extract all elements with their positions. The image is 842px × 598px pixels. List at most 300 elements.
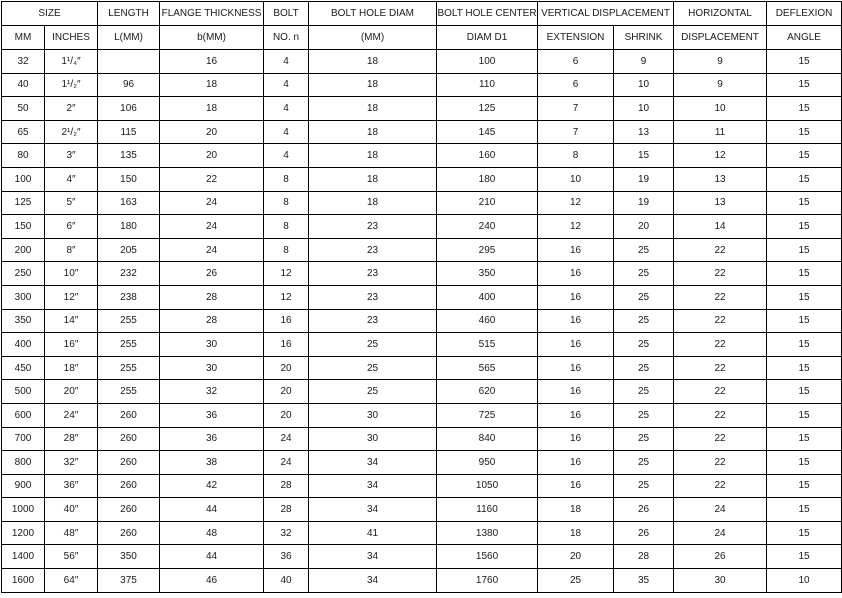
size-mm-cell: 150 — [2, 215, 45, 239]
horizontal-displacement-cell: 22 — [674, 427, 767, 451]
bolt-center-diam-header: DIAM D1 — [437, 26, 538, 50]
shrink-cell: 25 — [614, 309, 674, 333]
table-row — [2, 569, 842, 593]
bolt-hole-center-cell: 1760 — [437, 569, 538, 593]
deflexion-angle-cell: 15 — [767, 427, 842, 451]
flange-thickness-cell: 42 — [160, 474, 264, 498]
length-cell: 260 — [98, 427, 160, 451]
flange-thickness-cell: 24 — [160, 238, 264, 262]
bolt-count-cell: 36 — [264, 545, 309, 569]
size-mm-cell: 125 — [2, 191, 45, 215]
size-inches-cell: 64″ — [45, 569, 98, 593]
size-mm-cell: 1400 — [2, 545, 45, 569]
table-header — [2, 2, 842, 50]
extension-cell: 16 — [538, 262, 614, 286]
size-mm-cell: 900 — [2, 474, 45, 498]
bolt-count-cell: 4 — [264, 97, 309, 121]
size-mm-cell: 350 — [2, 309, 45, 333]
size-mm-cell: 1600 — [2, 569, 45, 593]
length-cell: 255 — [98, 380, 160, 404]
bolt-count-cell: 24 — [264, 427, 309, 451]
length-cell: 350 — [98, 545, 160, 569]
shrink-cell: 25 — [614, 403, 674, 427]
deflexion-angle-cell: 15 — [767, 521, 842, 545]
length-cell: 260 — [98, 521, 160, 545]
bolt-hole-center-cell: 160 — [437, 144, 538, 168]
extension-cell: 7 — [538, 97, 614, 121]
extension-cell: 16 — [538, 356, 614, 380]
size-inches-cell: 24″ — [45, 403, 98, 427]
size-inches-cell: 4″ — [45, 167, 98, 191]
bolt-count-cell: 24 — [264, 451, 309, 475]
deflexion-angle-cell: 15 — [767, 262, 842, 286]
shrink-cell: 25 — [614, 238, 674, 262]
size-inches-cell: 3″ — [45, 144, 98, 168]
size-header: SIZE — [2, 2, 98, 26]
deflexion-angle-header: ANGLE — [767, 26, 842, 50]
bolt-hole-diam-cell: 18 — [309, 50, 437, 74]
bolt-hole-center-cell: 350 — [437, 262, 538, 286]
shrink-cell: 9 — [614, 50, 674, 74]
bolt-hole-diam-cell: 18 — [309, 120, 437, 144]
length-cell: 150 — [98, 167, 160, 191]
flange-thickness-cell: 16 — [160, 50, 264, 74]
extension-cell: 16 — [538, 309, 614, 333]
size-inches-cell: 56″ — [45, 545, 98, 569]
size-inches-cell: 1¹/₂″ — [45, 73, 98, 97]
bolt-hole-center-cell: 400 — [437, 285, 538, 309]
horizontal-displacement-cell: 12 — [674, 144, 767, 168]
vertical-displacement-header: VERTICAL DISPLACEMENT — [538, 2, 674, 26]
horizontal-displacement-cell: 22 — [674, 403, 767, 427]
shrink-cell: 25 — [614, 427, 674, 451]
table-row — [2, 73, 842, 97]
table-row — [2, 545, 842, 569]
table-row — [2, 120, 842, 144]
shrink-cell: 25 — [614, 451, 674, 475]
extension-cell: 12 — [538, 191, 614, 215]
bolt-hole-diam-cell: 18 — [309, 144, 437, 168]
bolt-hole-center-cell: 515 — [437, 333, 538, 357]
shrink-cell: 13 — [614, 120, 674, 144]
horizontal-displacement-cell: 9 — [674, 50, 767, 74]
bolt-count-cell: 20 — [264, 403, 309, 427]
size-mm-cell: 1200 — [2, 521, 45, 545]
mm-header: MM — [2, 26, 45, 50]
size-inches-cell: 6″ — [45, 215, 98, 239]
horizontal-displacement-cell: 9 — [674, 73, 767, 97]
bolt-count-cell: 4 — [264, 50, 309, 74]
bolt-hole-diam-cell: 34 — [309, 451, 437, 475]
flange-thickness-cell: 24 — [160, 215, 264, 239]
bolt-hole-diam-cell: 34 — [309, 498, 437, 522]
bolt-count-cell: 4 — [264, 144, 309, 168]
bolt-header: BOLT — [264, 2, 309, 26]
extension-cell: 16 — [538, 451, 614, 475]
header-row-top — [2, 2, 842, 26]
length-cell: 255 — [98, 309, 160, 333]
size-mm-cell: 400 — [2, 333, 45, 357]
table-row — [2, 215, 842, 239]
shrink-cell: 26 — [614, 521, 674, 545]
horizontal-displacement-cell: 22 — [674, 356, 767, 380]
shrink-cell: 20 — [614, 215, 674, 239]
extension-cell: 25 — [538, 569, 614, 593]
shrink-cell: 28 — [614, 545, 674, 569]
size-mm-cell: 500 — [2, 380, 45, 404]
horizontal-displacement-cell: 26 — [674, 545, 767, 569]
bolt-hole-diam-cell: 30 — [309, 403, 437, 427]
length-cell: 96 — [98, 73, 160, 97]
flange-thickness-cell: 28 — [160, 285, 264, 309]
table-row — [2, 144, 842, 168]
horizontal-displacement-cell: 13 — [674, 191, 767, 215]
flange-thickness-cell: 36 — [160, 427, 264, 451]
bolt-hole-diam-cell: 30 — [309, 427, 437, 451]
extension-cell: 10 — [538, 167, 614, 191]
deflexion-angle-cell: 15 — [767, 380, 842, 404]
horizontal-displacement-cell: 22 — [674, 474, 767, 498]
size-mm-cell: 32 — [2, 50, 45, 74]
horizontal-displacement-cell: 24 — [674, 521, 767, 545]
bolt-count-cell: 28 — [264, 498, 309, 522]
horizontal-displacement-cell: 22 — [674, 451, 767, 475]
length-cell: 255 — [98, 333, 160, 357]
table-row — [2, 333, 842, 357]
bolt-count-cell: 8 — [264, 191, 309, 215]
flange-thickness-cell: 32 — [160, 380, 264, 404]
bolt-hole-center-cell: 145 — [437, 120, 538, 144]
size-inches-cell: 40″ — [45, 498, 98, 522]
shrink-cell: 25 — [614, 474, 674, 498]
size-inches-cell: 2¹/₂″ — [45, 120, 98, 144]
size-mm-cell: 300 — [2, 285, 45, 309]
size-mm-cell: 80 — [2, 144, 45, 168]
bolt-hole-center-cell: 295 — [437, 238, 538, 262]
bolt-count-cell: 16 — [264, 309, 309, 333]
bolt-hole-center-cell: 620 — [437, 380, 538, 404]
horizontal-displacement-cell: 22 — [674, 285, 767, 309]
size-mm-cell: 1000 — [2, 498, 45, 522]
deflexion-angle-cell: 15 — [767, 451, 842, 475]
flange-thickness-cell: 48 — [160, 521, 264, 545]
deflexion-angle-cell: 15 — [767, 356, 842, 380]
length-cell: 163 — [98, 191, 160, 215]
bolt-hole-center-cell: 180 — [437, 167, 538, 191]
horizontal-displacement-cell: 22 — [674, 238, 767, 262]
bolt-count-cell: 12 — [264, 262, 309, 286]
flange-thickness-cell: 30 — [160, 333, 264, 357]
bolt-hole-diam-cell: 23 — [309, 215, 437, 239]
flange-thickness-cell: 24 — [160, 191, 264, 215]
extension-header: EXTENSION — [538, 26, 614, 50]
horizontal-displacement-cell: 13 — [674, 167, 767, 191]
length-cell: 260 — [98, 403, 160, 427]
flange-thickness-cell: 22 — [160, 167, 264, 191]
bolt-hole-center-cell: 950 — [437, 451, 538, 475]
table-body — [2, 50, 842, 593]
flange-thickness-cell: 46 — [160, 569, 264, 593]
horizontal-displacement-cell: 30 — [674, 569, 767, 593]
table-row — [2, 380, 842, 404]
length-cell — [98, 50, 160, 74]
deflexion-angle-cell: 15 — [767, 498, 842, 522]
bolt-hole-diam-cell: 23 — [309, 262, 437, 286]
bolt-hole-diam-cell: 34 — [309, 569, 437, 593]
bolt-hole-center-cell: 460 — [437, 309, 538, 333]
bolt-count-cell: 16 — [264, 333, 309, 357]
extension-cell: 16 — [538, 403, 614, 427]
size-mm-cell: 50 — [2, 97, 45, 121]
size-inches-cell: 48″ — [45, 521, 98, 545]
table-row — [2, 238, 842, 262]
flange-thickness-cell: 18 — [160, 97, 264, 121]
length-cell: 106 — [98, 97, 160, 121]
shrink-cell: 10 — [614, 73, 674, 97]
shrink-cell: 25 — [614, 285, 674, 309]
shrink-cell: 25 — [614, 262, 674, 286]
deflexion-angle-cell: 15 — [767, 144, 842, 168]
flange-thickness-cell: 20 — [160, 144, 264, 168]
shrink-cell: 10 — [614, 97, 674, 121]
length-cell: 180 — [98, 215, 160, 239]
bolt-hole-diam-cell: 25 — [309, 356, 437, 380]
length-header: LENGTH — [98, 2, 160, 26]
shrink-cell: 25 — [614, 380, 674, 404]
bolt-hole-diam-cell: 18 — [309, 167, 437, 191]
horizontal-displacement-cell: 24 — [674, 498, 767, 522]
length-cell: 115 — [98, 120, 160, 144]
extension-cell: 16 — [538, 474, 614, 498]
flange-thickness-cell: 20 — [160, 120, 264, 144]
bolt-hole-center-header: BOLT HOLE CENTER — [437, 2, 538, 26]
bolt-count-cell: 8 — [264, 238, 309, 262]
flange-thickness-cell: 28 — [160, 309, 264, 333]
shrink-cell: 25 — [614, 356, 674, 380]
flange-thickness-cell: 26 — [160, 262, 264, 286]
bolt-count-cell: 4 — [264, 120, 309, 144]
bolt-hole-diam-cell: 23 — [309, 285, 437, 309]
bolt-hole-center-cell: 210 — [437, 191, 538, 215]
table-row — [2, 50, 842, 74]
size-mm-cell: 40 — [2, 73, 45, 97]
bolt-hole-diam-cell: 23 — [309, 309, 437, 333]
table-row — [2, 474, 842, 498]
horizontal-displacement-cell: 10 — [674, 97, 767, 121]
size-inches-cell: 28″ — [45, 427, 98, 451]
extension-cell: 16 — [538, 333, 614, 357]
extension-cell: 18 — [538, 521, 614, 545]
table-row — [2, 356, 842, 380]
length-cell: 205 — [98, 238, 160, 262]
extension-cell: 8 — [538, 144, 614, 168]
deflexion-angle-cell: 15 — [767, 474, 842, 498]
flange-spec-table — [1, 1, 842, 593]
bolt-hole-diam-cell: 25 — [309, 380, 437, 404]
bolt-hole-center-cell: 240 — [437, 215, 538, 239]
size-inches-cell: 18″ — [45, 356, 98, 380]
shrink-cell: 25 — [614, 333, 674, 357]
bolt-hole-diam-cell: 25 — [309, 333, 437, 357]
flange-unit-header: b(MM) — [160, 26, 264, 50]
size-inches-cell: 8″ — [45, 238, 98, 262]
shrink-cell: 15 — [614, 144, 674, 168]
bolt-hole-center-cell: 565 — [437, 356, 538, 380]
table-row — [2, 191, 842, 215]
bolt-hole-center-cell: 725 — [437, 403, 538, 427]
length-cell: 255 — [98, 356, 160, 380]
length-cell: 232 — [98, 262, 160, 286]
shrink-header: SHRINK — [614, 26, 674, 50]
bolt-count-cell: 20 — [264, 380, 309, 404]
bolt-count-cell: 32 — [264, 521, 309, 545]
flange-thickness-cell: 44 — [160, 498, 264, 522]
table-row — [2, 97, 842, 121]
flange-thickness-cell: 44 — [160, 545, 264, 569]
size-inches-cell: 14″ — [45, 309, 98, 333]
horizontal-header: HORIZONTAL — [674, 2, 767, 26]
deflexion-angle-cell: 15 — [767, 309, 842, 333]
deflexion-angle-cell: 15 — [767, 167, 842, 191]
size-inches-cell: 2″ — [45, 97, 98, 121]
shrink-cell: 19 — [614, 191, 674, 215]
horizontal-displacement-cell: 22 — [674, 309, 767, 333]
horizontal-displacement-cell: 11 — [674, 120, 767, 144]
bolt-hole-center-cell: 1560 — [437, 545, 538, 569]
extension-cell: 20 — [538, 545, 614, 569]
deflexion-header: DEFLEXION — [767, 2, 842, 26]
extension-cell: 12 — [538, 215, 614, 239]
table-row — [2, 285, 842, 309]
bolt-count-cell: 4 — [264, 73, 309, 97]
deflexion-angle-cell: 15 — [767, 97, 842, 121]
bolt-count-cell: 8 — [264, 167, 309, 191]
bolt-count-cell: 40 — [264, 569, 309, 593]
deflexion-angle-cell: 15 — [767, 191, 842, 215]
table-row — [2, 403, 842, 427]
bolt-hole-diam-cell: 18 — [309, 191, 437, 215]
size-mm-cell: 65 — [2, 120, 45, 144]
extension-cell: 16 — [538, 238, 614, 262]
table-row — [2, 498, 842, 522]
bolt-hole-center-cell: 1160 — [437, 498, 538, 522]
deflexion-angle-cell: 15 — [767, 333, 842, 357]
bolt-hole-diam-cell: 34 — [309, 474, 437, 498]
bolt-hole-center-cell: 1380 — [437, 521, 538, 545]
bolt-hole-center-cell: 110 — [437, 73, 538, 97]
shrink-cell: 35 — [614, 569, 674, 593]
bolt-count-cell: 20 — [264, 356, 309, 380]
length-cell: 375 — [98, 569, 160, 593]
horizontal-displacement-cell: 14 — [674, 215, 767, 239]
flange-thickness-cell: 18 — [160, 73, 264, 97]
deflexion-angle-cell: 15 — [767, 238, 842, 262]
size-mm-cell: 700 — [2, 427, 45, 451]
length-cell: 260 — [98, 498, 160, 522]
size-inches-cell: 12″ — [45, 285, 98, 309]
size-inches-cell: 5″ — [45, 191, 98, 215]
deflexion-angle-cell: 15 — [767, 215, 842, 239]
bolt-hole-diam-cell: 18 — [309, 97, 437, 121]
horizontal-displacement-cell: 22 — [674, 262, 767, 286]
deflexion-angle-cell: 15 — [767, 120, 842, 144]
deflexion-angle-cell: 15 — [767, 403, 842, 427]
horizontal-displacement-cell: 22 — [674, 380, 767, 404]
extension-cell: 6 — [538, 73, 614, 97]
flange-thickness-cell: 38 — [160, 451, 264, 475]
bolt-hole-center-cell: 125 — [437, 97, 538, 121]
bolt-hole-unit-header: (MM) — [309, 26, 437, 50]
length-cell: 238 — [98, 285, 160, 309]
table-row — [2, 427, 842, 451]
size-inches-cell: 10″ — [45, 262, 98, 286]
shrink-cell: 26 — [614, 498, 674, 522]
bolt-hole-diam-cell: 23 — [309, 238, 437, 262]
size-mm-cell: 200 — [2, 238, 45, 262]
shrink-cell: 19 — [614, 167, 674, 191]
deflexion-angle-cell: 10 — [767, 569, 842, 593]
table-row — [2, 262, 842, 286]
bolt-count-cell: 12 — [264, 285, 309, 309]
extension-cell: 16 — [538, 427, 614, 451]
bolt-hole-diam-cell: 18 — [309, 73, 437, 97]
table-row — [2, 167, 842, 191]
size-mm-cell: 450 — [2, 356, 45, 380]
size-mm-cell: 250 — [2, 262, 45, 286]
horizontal-displacement-cell: 22 — [674, 333, 767, 357]
size-mm-cell: 600 — [2, 403, 45, 427]
extension-cell: 16 — [538, 285, 614, 309]
flange-thickness-cell: 30 — [160, 356, 264, 380]
extension-cell: 7 — [538, 120, 614, 144]
bolt-hole-diam-cell: 41 — [309, 521, 437, 545]
flange-thickness-header: FLANGE THICKNESS — [160, 2, 264, 26]
bolt-hole-center-cell: 840 — [437, 427, 538, 451]
size-inches-cell: 36″ — [45, 474, 98, 498]
length-cell: 135 — [98, 144, 160, 168]
bolt-hole-diam-cell: 34 — [309, 545, 437, 569]
bolt-hole-center-cell: 100 — [437, 50, 538, 74]
bolt-hole-center-cell: 1050 — [437, 474, 538, 498]
size-mm-cell: 100 — [2, 167, 45, 191]
flange-thickness-cell: 36 — [160, 403, 264, 427]
extension-cell: 16 — [538, 380, 614, 404]
inches-header: INCHES — [45, 26, 98, 50]
extension-cell: 18 — [538, 498, 614, 522]
length-unit-header: L(MM) — [98, 26, 160, 50]
bolt-count-header: NO. n — [264, 26, 309, 50]
bolt-count-cell: 8 — [264, 215, 309, 239]
table-row — [2, 451, 842, 475]
size-inches-cell: 1¹/₄″ — [45, 50, 98, 74]
extension-cell: 6 — [538, 50, 614, 74]
deflexion-angle-cell: 15 — [767, 285, 842, 309]
size-inches-cell: 32″ — [45, 451, 98, 475]
deflexion-angle-cell: 15 — [767, 73, 842, 97]
table-row — [2, 309, 842, 333]
table-row — [2, 521, 842, 545]
size-mm-cell: 800 — [2, 451, 45, 475]
deflexion-angle-cell: 15 — [767, 50, 842, 74]
size-inches-cell: 16″ — [45, 333, 98, 357]
header-row-bottom — [2, 26, 842, 50]
deflexion-angle-cell: 15 — [767, 545, 842, 569]
bolt-count-cell: 28 — [264, 474, 309, 498]
length-cell: 260 — [98, 474, 160, 498]
size-inches-cell: 20″ — [45, 380, 98, 404]
bolt-hole-diam-header: BOLT HOLE DIAM — [309, 2, 437, 26]
length-cell: 260 — [98, 451, 160, 475]
